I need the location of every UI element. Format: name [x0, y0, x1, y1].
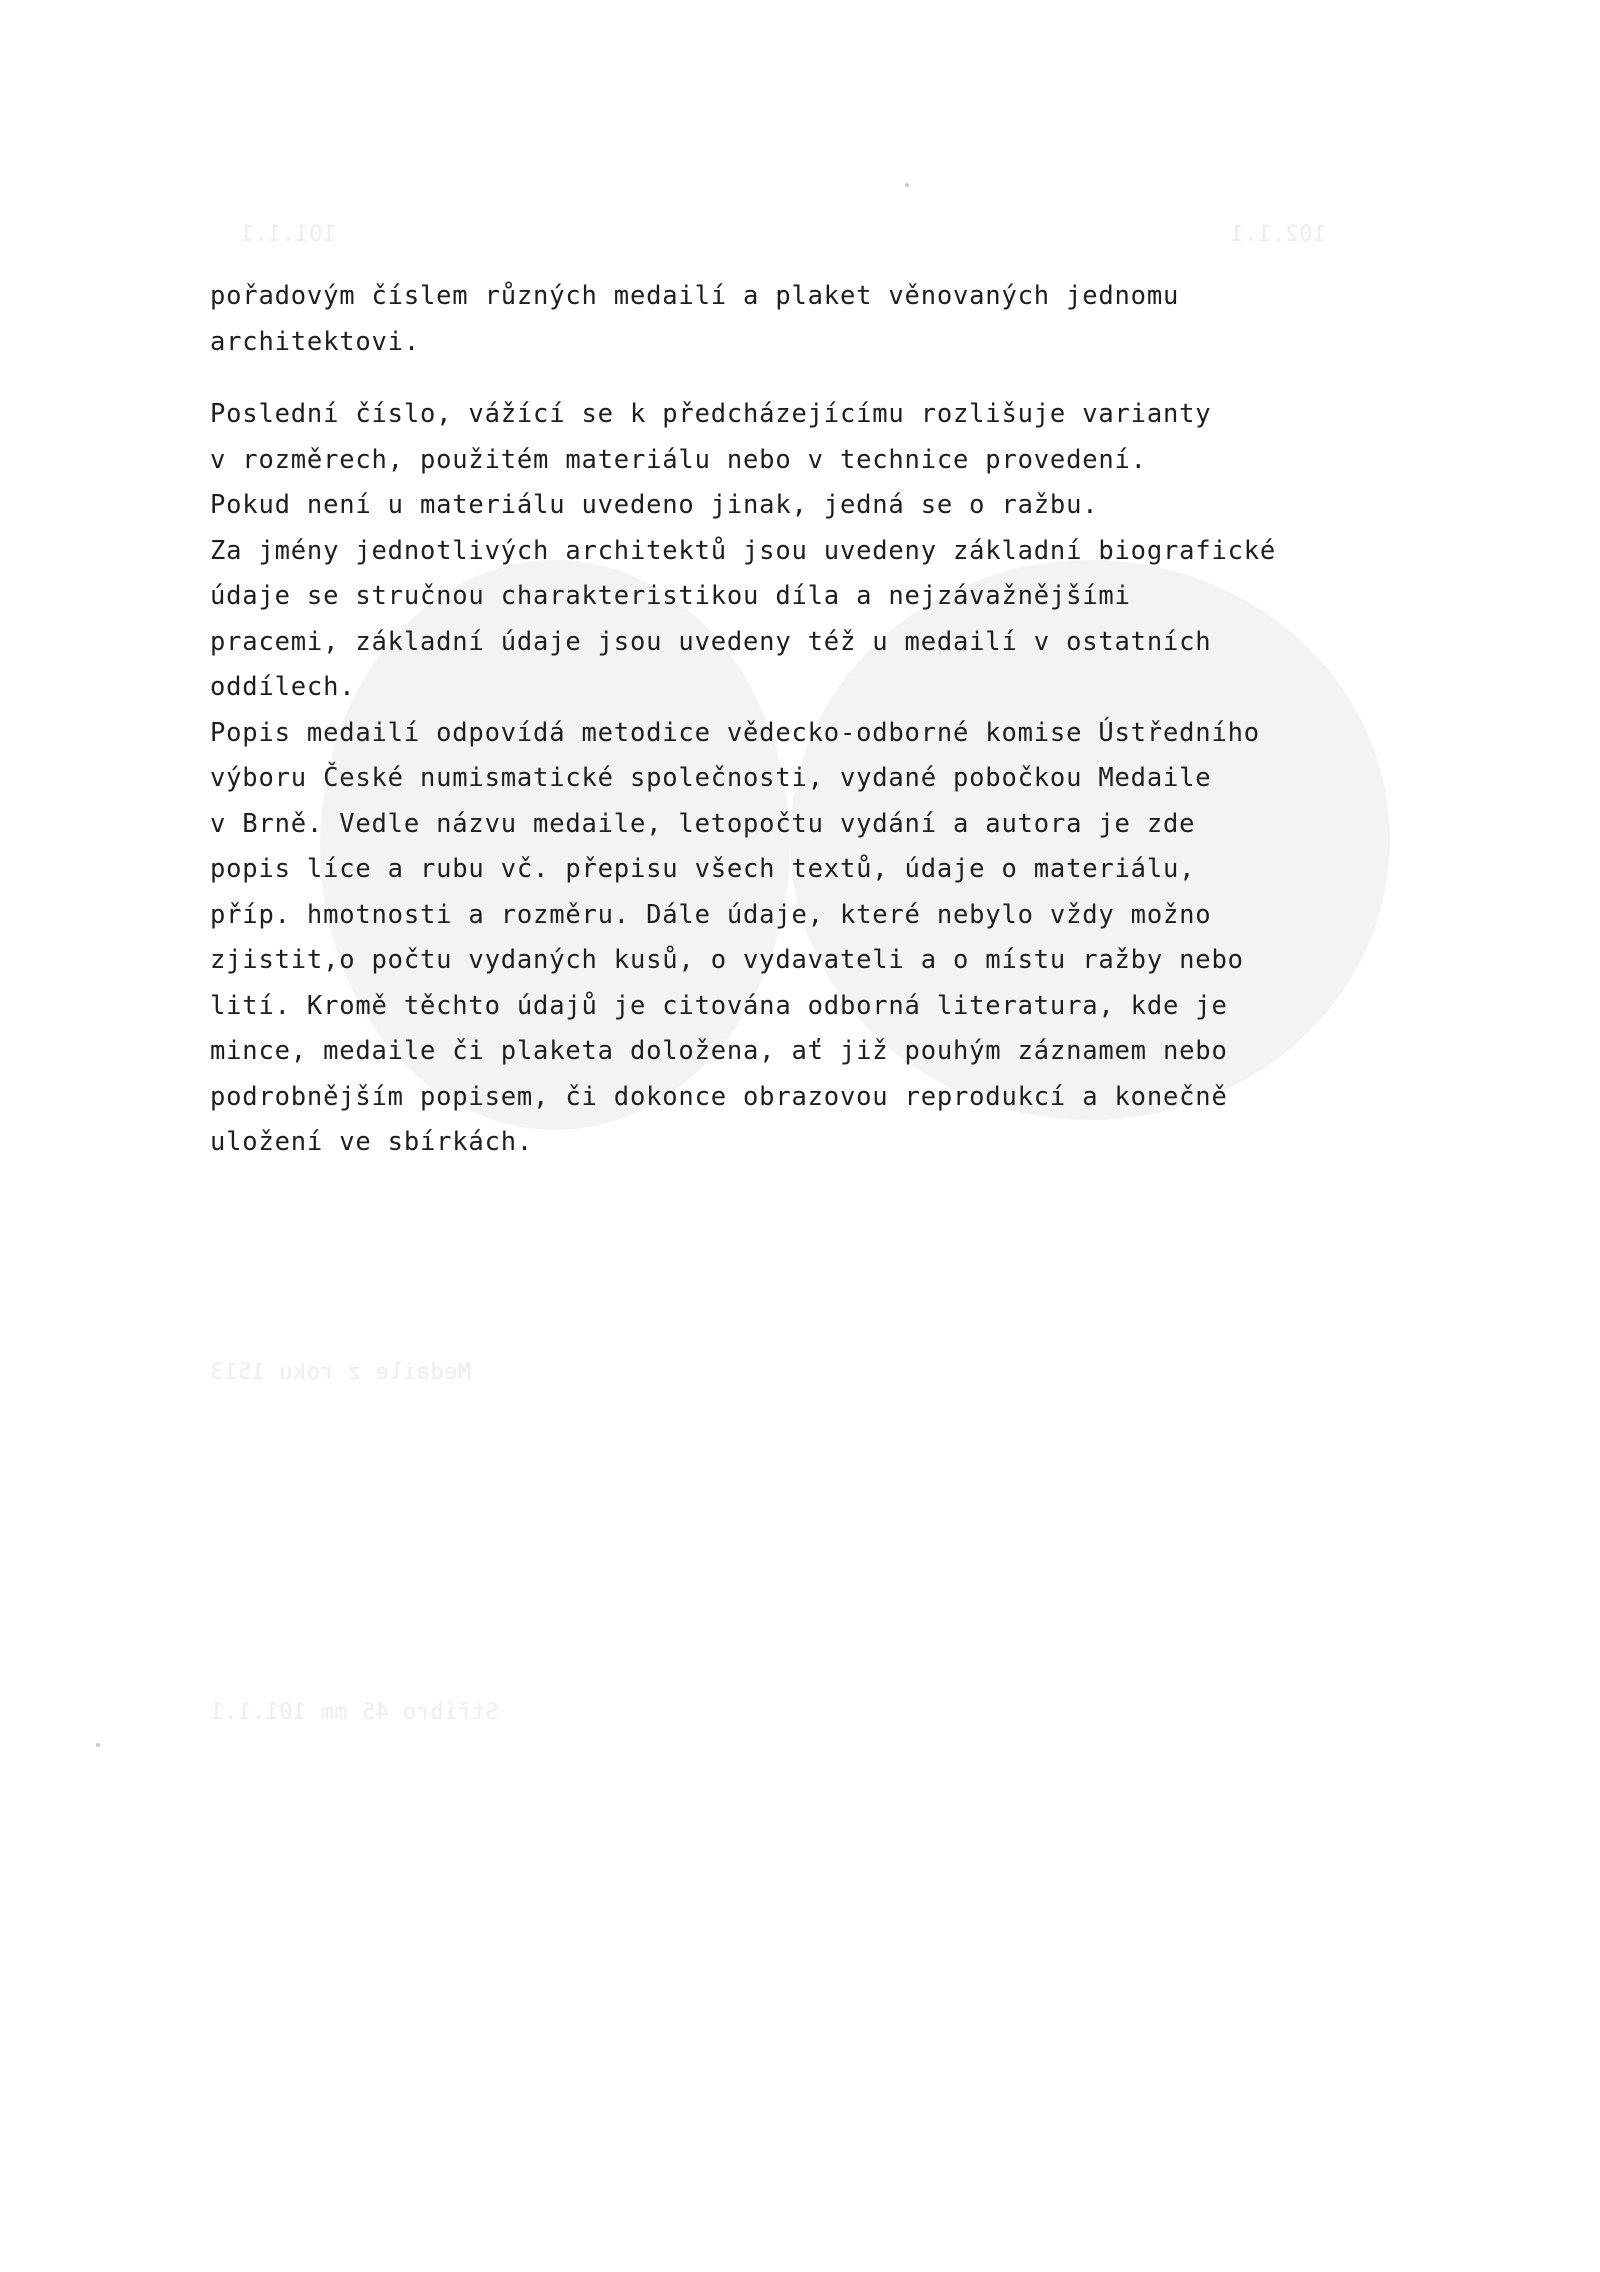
text-line: podrobnějším popisem, či dokonce obrazovou reprodukcí a konečně: [210, 1081, 1228, 1112]
text-line: architektovi.: [210, 326, 420, 357]
text-line: v Brně. Vedle názvu medaile, letopočtu vydání a autora je zde: [210, 808, 1196, 839]
text-line: popis líce a rubu vč. přepisu všech textů, údaje o materiálu,: [210, 854, 1196, 884]
text-line: údaje se stručnou charakteristikou díla a nejzávažnějšími: [210, 581, 1131, 611]
text-line: Poslední číslo, vážící se k předcházejícímu rozlišuje varianty: [210, 399, 1212, 429]
text-line: Za jmény jednotlivých architektů jsou uvedeny základní biografické: [210, 535, 1277, 566]
text-line: Pokud není u materiálu uvedeno jinak, jedná se o ražbu.: [210, 490, 1099, 520]
text-line: v rozměrech, použitém materiálu nebo v technice provedení.: [210, 444, 1147, 475]
show-through-text: 101.1.1: [240, 222, 337, 247]
text-line: uložení ve sbírkách.: [210, 1127, 534, 1157]
methodology-paragraph: [210, 392, 1410, 1166]
text-line: příp. hmotnosti a rozměru. Dále údaje, které nebylo vždy možno: [210, 899, 1212, 930]
paper-speck: [96, 1743, 100, 1747]
intro-paragraph: [210, 274, 1410, 365]
text-line: oddílech.: [210, 672, 356, 702]
text-line: pracemi, základní údaje jsou uvedeny též u medailí v ostatních: [210, 626, 1212, 657]
text-line: Popis medailí odpovídá metodice vědecko-odborné komise Ústředního: [210, 717, 1260, 748]
show-through-text: Medaile z roku 1513: [210, 1360, 472, 1385]
show-through-text: 102.1.1: [1230, 222, 1327, 247]
text-line: zjistit,o počtu vydaných kusů, o vydavateli a o místu ražby nebo: [210, 945, 1244, 975]
text-line: výboru České numismatické společnosti, vydané pobočkou Medaile: [210, 763, 1212, 793]
paper-speck: [905, 183, 909, 187]
text-line: mince, medaile či plaketa doložena, ať již pouhým záznamem nebo: [210, 1036, 1228, 1066]
text-line: lití. Kromě těchto údajů je citována odborná literatura, kde je: [210, 990, 1228, 1021]
show-through-text: Stříbro 45 mm 101.1.1: [210, 1700, 499, 1725]
text-line: pořadovým číslem různých medailí a plaket věnovaných jednomu: [210, 281, 1180, 311]
